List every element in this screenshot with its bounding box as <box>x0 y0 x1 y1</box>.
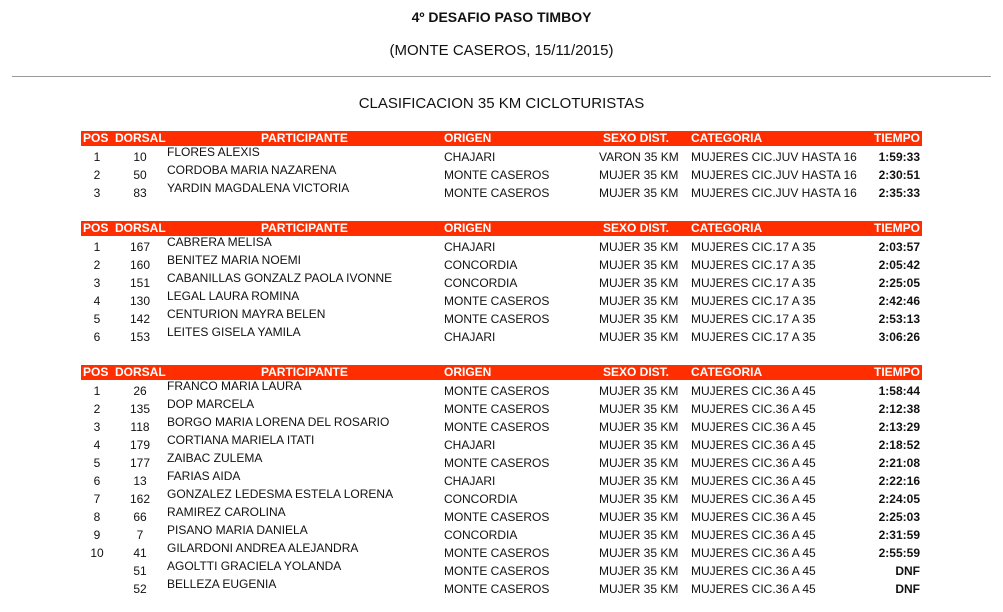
cell-origen: CONCORDIA <box>444 528 518 542</box>
cell-dorsal: 142 <box>129 312 151 326</box>
col-header-pos: POS <box>83 221 109 235</box>
table-row <box>81 434 922 452</box>
cell-sexo-dist: MUJER 35 KM <box>599 456 679 470</box>
cell-dorsal: 151 <box>129 276 151 290</box>
cell-sexo-dist: MUJER 35 KM <box>599 168 679 182</box>
cell-origen: CHAJARI <box>444 330 496 344</box>
col-header-sexo-dist: SEXO DIST. <box>603 365 670 379</box>
cell-tiempo: 2:55:59 <box>878 546 920 560</box>
cell-origen: MONTE CASEROS <box>444 186 550 200</box>
cell-pos: 9 <box>93 528 101 542</box>
cell-participante: CABRERA MELISA <box>167 235 272 249</box>
page-title: 4º DESAFIO PASO TIMBOY <box>411 9 592 25</box>
cell-pos: 5 <box>93 456 101 470</box>
cell-tiempo: 2:25:05 <box>878 276 920 290</box>
cell-sexo-dist: VARON 35 KM <box>599 150 679 164</box>
cell-sexo-dist: MUJER 35 KM <box>599 582 679 596</box>
cell-pos: 2 <box>93 258 101 272</box>
cell-pos: 6 <box>93 474 101 488</box>
cell-tiempo: 1:58:44 <box>878 384 920 398</box>
cell-participante: BORGO MARIA LORENA DEL ROSARIO <box>167 415 390 429</box>
cell-sexo-dist: MUJER 35 KM <box>599 546 679 560</box>
classification-title: CLASIFICACION 35 KM CICLOTURISTAS <box>358 95 645 112</box>
cell-origen: MONTE CASEROS <box>444 546 550 560</box>
cell-tiempo: 2:25:03 <box>878 510 920 524</box>
cell-sexo-dist: MUJER 35 KM <box>599 402 679 416</box>
cell-participante: BELLEZA EUGENIA <box>167 577 277 591</box>
col-header-sexo-dist: SEXO DIST. <box>603 131 670 145</box>
col-header-participante: PARTICIPANTE <box>261 221 348 235</box>
cell-categoria: MUJERES CIC.17 A 35 <box>691 276 816 290</box>
table-row <box>81 470 922 488</box>
cell-sexo-dist: MUJER 35 KM <box>599 240 679 254</box>
table-header <box>81 221 922 236</box>
cell-origen: MONTE CASEROS <box>444 168 550 182</box>
cell-pos: 10 <box>90 546 104 560</box>
col-header-origen: ORIGEN <box>444 365 492 379</box>
cell-dorsal: 153 <box>129 330 151 344</box>
cell-categoria: MUJERES CIC.36 A 45 <box>691 438 816 452</box>
col-header-pos: POS <box>83 131 109 145</box>
col-header-pos: POS <box>83 365 109 379</box>
col-header-dorsal: DORSAL <box>115 221 166 235</box>
cell-origen: MONTE CASEROS <box>444 312 550 326</box>
table-row <box>81 164 922 182</box>
cell-pos: 4 <box>93 438 101 452</box>
table-row <box>81 542 922 560</box>
cell-dorsal: 177 <box>129 456 151 470</box>
cell-categoria: MUJERES CIC.JUV HASTA 16 <box>691 150 857 164</box>
cell-sexo-dist: MUJER 35 KM <box>599 384 679 398</box>
cell-sexo-dist: MUJER 35 KM <box>599 528 679 542</box>
col-header-categoria: CATEGORIA <box>691 131 763 145</box>
cell-tiempo: 1:59:33 <box>878 150 920 164</box>
cell-dorsal: 130 <box>129 294 151 308</box>
cell-origen: CONCORDIA <box>444 492 518 506</box>
cell-categoria: MUJERES CIC.36 A 45 <box>691 510 816 524</box>
cell-origen: CHAJARI <box>444 438 496 452</box>
table-row <box>81 416 922 434</box>
cell-dorsal: 10 <box>133 150 147 164</box>
cell-sexo-dist: MUJER 35 KM <box>599 258 679 272</box>
cell-categoria: MUJERES CIC.17 A 35 <box>691 330 816 344</box>
cell-origen: MONTE CASEROS <box>444 294 550 308</box>
col-header-sexo-dist: SEXO DIST. <box>603 221 670 235</box>
cell-dorsal: 51 <box>133 564 147 578</box>
col-header-categoria: CATEGORIA <box>691 365 763 379</box>
table-row <box>81 236 922 254</box>
cell-pos: 1 <box>93 150 101 164</box>
cell-participante: BENITEZ MARIA NOEMI <box>167 253 302 267</box>
cell-dorsal: 160 <box>129 258 151 272</box>
cell-sexo-dist: MUJER 35 KM <box>599 438 679 452</box>
cell-pos: 5 <box>93 312 101 326</box>
cell-categoria: MUJERES CIC.36 A 45 <box>691 384 816 398</box>
cell-tiempo: 2:31:59 <box>878 528 920 542</box>
table-row <box>81 488 922 506</box>
cell-tiempo: 2:30:51 <box>878 168 920 182</box>
cell-tiempo: 2:35:33 <box>878 186 920 200</box>
cell-tiempo: 2:53:13 <box>878 312 920 326</box>
cell-participante: FLORES ALEXIS <box>167 145 260 159</box>
cell-categoria: MUJERES CIC.36 A 45 <box>691 402 816 416</box>
table-row <box>81 326 922 344</box>
cell-participante: LEITES GISELA YAMILA <box>167 325 301 339</box>
cell-dorsal: 135 <box>129 402 151 416</box>
col-header-origen: ORIGEN <box>444 131 492 145</box>
table-row <box>81 560 922 578</box>
col-header-categoria: CATEGORIA <box>691 221 763 235</box>
cell-tiempo: 2:13:29 <box>878 420 920 434</box>
col-header-origen: ORIGEN <box>444 221 492 235</box>
cell-participante: GONZALEZ LEDESMA ESTELA LORENA <box>167 487 394 501</box>
cell-tiempo: 2:42:46 <box>878 294 920 308</box>
cell-sexo-dist: MUJER 35 KM <box>599 492 679 506</box>
table-row <box>81 146 922 164</box>
cell-sexo-dist: MUJER 35 KM <box>599 294 679 308</box>
results-table <box>81 131 922 200</box>
table-row <box>81 182 922 200</box>
cell-pos: 1 <box>93 384 101 398</box>
cell-sexo-dist: MUJER 35 KM <box>599 564 679 578</box>
cell-participante: AGOLTTI GRACIELA YOLANDA <box>167 559 342 573</box>
cell-categoria: MUJERES CIC.36 A 45 <box>691 564 816 578</box>
cell-categoria: MUJERES CIC.36 A 45 <box>691 528 816 542</box>
cell-tiempo: DNF <box>895 564 920 578</box>
cell-tiempo: 2:24:05 <box>878 492 920 506</box>
cell-participante: GILARDONI ANDREA ALEJANDRA <box>167 541 359 555</box>
cell-origen: CONCORDIA <box>444 258 518 272</box>
col-header-tiempo: TIEMPO <box>873 221 920 235</box>
cell-dorsal: 83 <box>133 186 147 200</box>
cell-sexo-dist: MUJER 35 KM <box>599 510 679 524</box>
table-row <box>81 452 922 470</box>
cell-participante: FRANCO MARIA LAURA <box>167 379 302 393</box>
cell-participante: LEGAL LAURA ROMINA <box>167 289 300 303</box>
cell-origen: CHAJARI <box>444 150 496 164</box>
cell-categoria: MUJERES CIC.36 A 45 <box>691 546 816 560</box>
cell-origen: CHAJARI <box>444 240 496 254</box>
cell-tiempo: 2:18:52 <box>878 438 920 452</box>
results-table <box>81 365 922 596</box>
cell-pos: 7 <box>93 492 101 506</box>
col-header-dorsal: DORSAL <box>115 131 166 145</box>
cell-tiempo: DNF <box>895 582 920 596</box>
cell-origen: MONTE CASEROS <box>444 420 550 434</box>
cell-pos: 4 <box>93 294 101 308</box>
cell-sexo-dist: MUJER 35 KM <box>599 186 679 200</box>
cell-origen: MONTE CASEROS <box>444 510 550 524</box>
cell-pos: 6 <box>93 330 101 344</box>
page-subtitle: (MONTE CASEROS, 15/11/2015) <box>389 42 614 59</box>
cell-origen: MONTE CASEROS <box>444 564 550 578</box>
cell-pos: 3 <box>93 186 101 200</box>
cell-dorsal: 118 <box>130 420 150 434</box>
cell-sexo-dist: MUJER 35 KM <box>599 420 679 434</box>
cell-dorsal: 13 <box>133 474 147 488</box>
cell-dorsal: 162 <box>129 492 151 506</box>
col-header-dorsal: DORSAL <box>115 365 166 379</box>
table-row <box>81 398 922 416</box>
cell-dorsal: 26 <box>133 384 147 398</box>
cell-sexo-dist: MUJER 35 KM <box>599 276 679 290</box>
table-header <box>81 365 922 380</box>
table-row <box>81 506 922 524</box>
cell-tiempo: 2:22:16 <box>878 474 920 488</box>
col-header-participante: PARTICIPANTE <box>261 365 348 379</box>
cell-tiempo: 3:06:26 <box>878 330 920 344</box>
cell-categoria: MUJERES CIC.36 A 45 <box>691 492 816 506</box>
cell-tiempo: 2:12:38 <box>878 402 920 416</box>
cell-origen: CONCORDIA <box>444 276 518 290</box>
cell-pos: 8 <box>93 510 101 524</box>
table-row <box>81 290 922 308</box>
table-row <box>81 272 922 290</box>
cell-categoria: MUJERES CIC.JUV HASTA 16 <box>691 168 857 182</box>
cell-tiempo: 2:05:42 <box>878 258 920 272</box>
cell-origen: MONTE CASEROS <box>444 456 550 470</box>
cell-tiempo: 2:21:08 <box>878 456 920 470</box>
cell-pos: 2 <box>93 402 101 416</box>
table-header <box>81 131 922 146</box>
cell-participante: FARIAS AIDA <box>167 469 241 483</box>
cell-dorsal: 66 <box>133 510 147 524</box>
results-table <box>81 221 922 344</box>
cell-participante: PISANO MARIA DANIELA <box>167 523 308 537</box>
cell-dorsal: 7 <box>136 528 144 542</box>
cell-categoria: MUJERES CIC.36 A 45 <box>691 582 816 596</box>
cell-categoria: MUJERES CIC.17 A 35 <box>691 258 816 272</box>
cell-dorsal: 41 <box>133 546 147 560</box>
cell-categoria: MUJERES CIC.36 A 45 <box>691 474 816 488</box>
cell-origen: MONTE CASEROS <box>444 402 550 416</box>
cell-participante: ZAIBAC ZULEMA <box>167 451 263 465</box>
col-header-tiempo: TIEMPO <box>873 131 920 145</box>
cell-origen: MONTE CASEROS <box>444 582 550 596</box>
table-row <box>81 524 922 542</box>
cell-participante: CORTIANA MARIELA ITATI <box>167 433 315 447</box>
cell-categoria: MUJERES CIC.17 A 35 <box>691 312 816 326</box>
col-header-tiempo: TIEMPO <box>873 365 920 379</box>
table-row <box>81 308 922 326</box>
cell-pos: 2 <box>93 168 101 182</box>
cell-sexo-dist: MUJER 35 KM <box>599 330 679 344</box>
table-row <box>81 254 922 272</box>
cell-sexo-dist: MUJER 35 KM <box>599 312 679 326</box>
col-header-participante: PARTICIPANTE <box>261 131 348 145</box>
cell-participante: YARDIN MAGDALENA VICTORIA <box>167 181 350 195</box>
cell-categoria: MUJERES CIC.17 A 35 <box>691 294 816 308</box>
cell-categoria: MUJERES CIC.36 A 45 <box>691 456 816 470</box>
table-row <box>81 380 922 398</box>
cell-dorsal: 50 <box>133 168 147 182</box>
cell-pos: 3 <box>93 276 101 290</box>
cell-participante: DOP MARCELA <box>167 397 255 411</box>
divider <box>12 76 991 77</box>
cell-participante: CORDOBA MARIA NAZARENA <box>167 163 337 177</box>
cell-sexo-dist: MUJER 35 KM <box>599 474 679 488</box>
cell-participante: RAMIREZ CAROLINA <box>167 505 286 519</box>
cell-origen: CHAJARI <box>444 474 496 488</box>
cell-pos: 1 <box>93 240 101 254</box>
cell-categoria: MUJERES CIC.17 A 35 <box>691 240 816 254</box>
table-row <box>81 578 922 596</box>
cell-dorsal: 179 <box>129 438 151 452</box>
cell-origen: MONTE CASEROS <box>444 384 550 398</box>
cell-dorsal: 167 <box>129 240 151 254</box>
cell-categoria: MUJERES CIC.JUV HASTA 16 <box>691 186 857 200</box>
cell-participante: CABANILLAS GONZALZ PAOLA IVONNE <box>167 271 393 285</box>
cell-dorsal: 52 <box>133 582 147 596</box>
cell-tiempo: 2:03:57 <box>878 240 920 254</box>
cell-categoria: MUJERES CIC.36 A 45 <box>691 420 816 434</box>
cell-pos: 3 <box>93 420 101 434</box>
cell-participante: CENTURION MAYRA BELEN <box>167 307 326 321</box>
